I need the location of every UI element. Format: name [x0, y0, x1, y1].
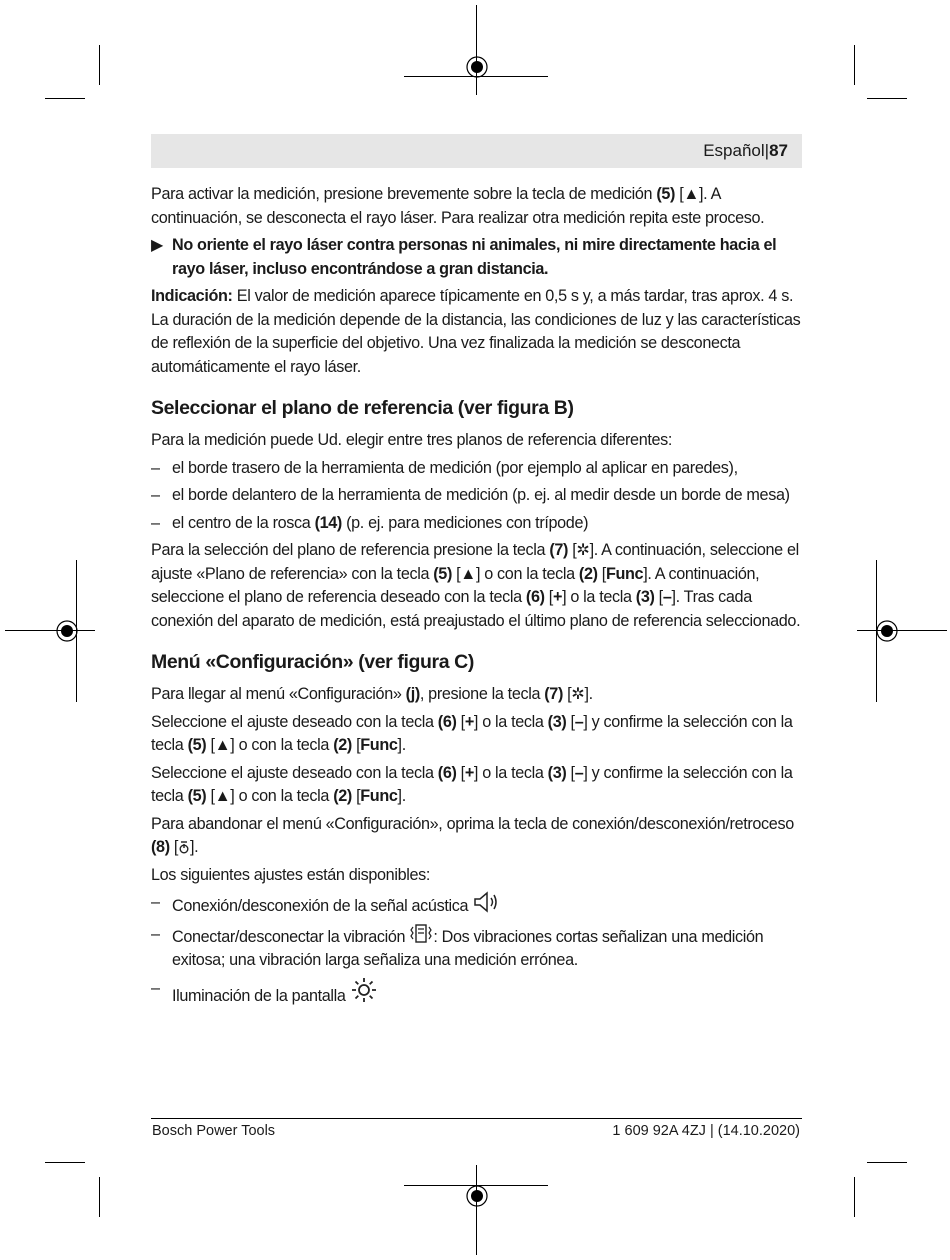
registration-mark-bottom	[463, 1182, 491, 1210]
text: ] y confirme la selección con la tecla	[151, 712, 793, 754]
text: [▲] o con la tecla	[206, 736, 334, 754]
intro-paragraph	[151, 183, 802, 230]
text: [	[456, 712, 465, 731]
page-footer	[151, 1118, 802, 1139]
page-content	[151, 183, 802, 1012]
dash: –	[151, 978, 160, 997]
key-ref: Func	[360, 787, 398, 805]
config-paragraph-3	[151, 762, 802, 809]
text: Seleccione el ajuste deseado con la tecla	[151, 763, 438, 782]
dash: –	[151, 924, 160, 943]
page-number: 87	[769, 141, 788, 160]
reference-list	[151, 457, 802, 536]
text: [	[456, 763, 465, 782]
warning-arrow-icon: ▶	[151, 236, 164, 254]
config-paragraph-4	[151, 813, 802, 860]
text: Para abandonar el menú «Configuración», oprima la tecla de conexión/desconexión/retroceso	[151, 814, 794, 833]
header-label	[703, 141, 788, 161]
registration-mark-top	[463, 53, 491, 81]
dash: –	[151, 893, 160, 911]
text: , presione la tecla	[419, 685, 545, 703]
text: ] o la tecla	[562, 588, 636, 606]
list-item-text: : Dos vibraciones cortas señalizan una medición exitosa; una vibración larga señaliza una medición errónea.	[172, 927, 764, 969]
text: [	[169, 838, 179, 856]
key-ref: (6)	[525, 588, 545, 606]
section-title-reference: Seleccionar el plano de referencia (ver figura B)	[151, 397, 574, 419]
key-ref: (2)	[333, 736, 352, 754]
header-separator: |	[764, 141, 770, 160]
config-paragraph-1	[151, 683, 802, 707]
dash: –	[151, 513, 160, 532]
key-ref: Func	[605, 564, 644, 583]
key-ref: +	[552, 588, 563, 606]
footer-doc-id: 1 609 92A 4ZJ | (14.10.2020)	[612, 1123, 800, 1139]
key-ref: (6)	[437, 712, 457, 731]
dash: –	[151, 458, 160, 477]
key-ref: Func	[360, 736, 398, 754]
config-paragraph-2	[151, 711, 802, 758]
list-item-text: el borde delantero de la herramienta de medición (p. ej. al medir desde un borde de mesa)	[172, 486, 790, 504]
text: [▲]. A continuación, se desconecta el rayo láser. Para realizar otra medición repita este proceso.	[151, 185, 765, 227]
list-item	[151, 977, 802, 1009]
key-ref: (8)	[151, 838, 170, 856]
key-ref: (5)	[433, 564, 452, 583]
speaker-icon	[472, 891, 502, 913]
header-language: Español	[703, 141, 765, 160]
key-ref: (6)	[437, 763, 457, 782]
note-text: El valor de medición aparece típicamente en 0,5 s y, a más tardar, tras aprox. 4 s. La duración de la medición depende de la distancia, las condiciones de luz y las características de reflexión de la superficie del objetivo. Una vez finalizada la medición se desconecta automáticamente el rayo láser.	[151, 287, 801, 376]
text: Para llegar al menú «Configuración»	[151, 685, 406, 703]
list-item-text: Iluminación de la pantalla	[172, 986, 346, 1005]
text: [✲]. A continuación, seleccione el ajuste «Plano de referencia» con la tecla	[151, 541, 799, 583]
note-label: Indicación:	[151, 287, 233, 305]
key-ref: (j)	[405, 685, 420, 703]
note-paragraph	[151, 285, 802, 379]
registration-mark-right	[873, 617, 901, 645]
key-ref: +	[464, 712, 474, 731]
key-ref: –	[662, 588, 672, 606]
key-ref: (7)	[549, 541, 569, 559]
key-ref: (3)	[547, 712, 567, 731]
text: (p. ej. para mediciones con trípode)	[341, 513, 589, 532]
text: [▲] o con la tecla	[452, 564, 579, 583]
list-item	[151, 484, 802, 508]
dash: –	[151, 486, 160, 504]
text: ]. A continuación, seleccione el plano de referencia deseado con la tecla	[151, 564, 760, 606]
text: ].	[397, 787, 406, 805]
text: ].	[397, 736, 406, 754]
key-ref: (14)	[314, 513, 342, 532]
text: [	[597, 564, 606, 583]
sun-icon	[350, 977, 378, 1003]
text: ] y confirme la selección con la tecla	[151, 763, 793, 805]
text: [	[351, 787, 361, 805]
key-ref: (3)	[635, 588, 655, 606]
text: ].	[190, 838, 199, 856]
text: [✲].	[563, 685, 593, 703]
key-ref: (2)	[578, 564, 598, 583]
warning-text: No oriente el rayo láser contra personas ni animales, ni mire directamente hacia el rayo láser, incluso encontrándose a gran distancia.	[172, 236, 777, 278]
list-item-text: Conexión/desconexión de la señal acústica	[172, 897, 469, 915]
list-item-text: Conectar/desconectar la vibración	[172, 927, 406, 946]
text: [	[544, 588, 553, 606]
power-back-icon	[178, 839, 190, 855]
key-ref: (2)	[333, 787, 352, 805]
list-item	[151, 891, 802, 919]
key-ref: –	[574, 712, 584, 731]
text: [	[654, 588, 663, 606]
page-header	[151, 134, 802, 168]
section-title-configuration: Menú «Configuración» (ver figura C)	[151, 651, 474, 673]
key-ref: (7)	[544, 685, 563, 703]
key-ref: (5)	[656, 185, 676, 203]
vibration-icon	[409, 923, 433, 945]
list-item	[151, 923, 802, 973]
key-ref: –	[574, 763, 584, 782]
text: Seleccione el ajuste deseado con la tecla	[151, 712, 438, 731]
text: [▲] o con la tecla	[206, 787, 334, 805]
key-ref: +	[464, 763, 474, 782]
config-paragraph-5: Los siguientes ajustes están disponibles:	[151, 865, 431, 884]
text: Para la selección del plano de referencia presione la tecla	[151, 541, 550, 559]
key-ref: (5)	[187, 787, 207, 805]
text: [	[566, 763, 575, 782]
footer-publisher: Bosch Power Tools	[152, 1123, 276, 1139]
text: [	[351, 736, 361, 754]
safety-warning	[151, 234, 802, 281]
text: [	[566, 712, 575, 731]
text: el centro de la rosca	[172, 513, 315, 532]
key-ref: (5)	[187, 736, 207, 754]
list-item-text: el borde trasero de la herramienta de medición (por ejemplo al aplicar en paredes),	[172, 458, 738, 477]
text: ]. Tras cada conexión del aparato de medición, está preajustado el último plano de referencia seleccionado.	[151, 588, 801, 630]
text: Para activar la medición, presione brevemente sobre la tecla de medición	[151, 185, 657, 203]
text: ] o la tecla	[473, 712, 548, 731]
reference-lead: Para la medición puede Ud. elegir entre tres planos de referencia diferentes:	[151, 431, 673, 449]
registration-mark-left	[53, 617, 81, 645]
reference-paragraph	[151, 539, 802, 633]
list-item	[151, 457, 802, 481]
list-item	[151, 512, 802, 536]
settings-list	[151, 891, 802, 1008]
text: ] o la tecla	[473, 763, 548, 782]
key-ref: (3)	[547, 763, 567, 782]
